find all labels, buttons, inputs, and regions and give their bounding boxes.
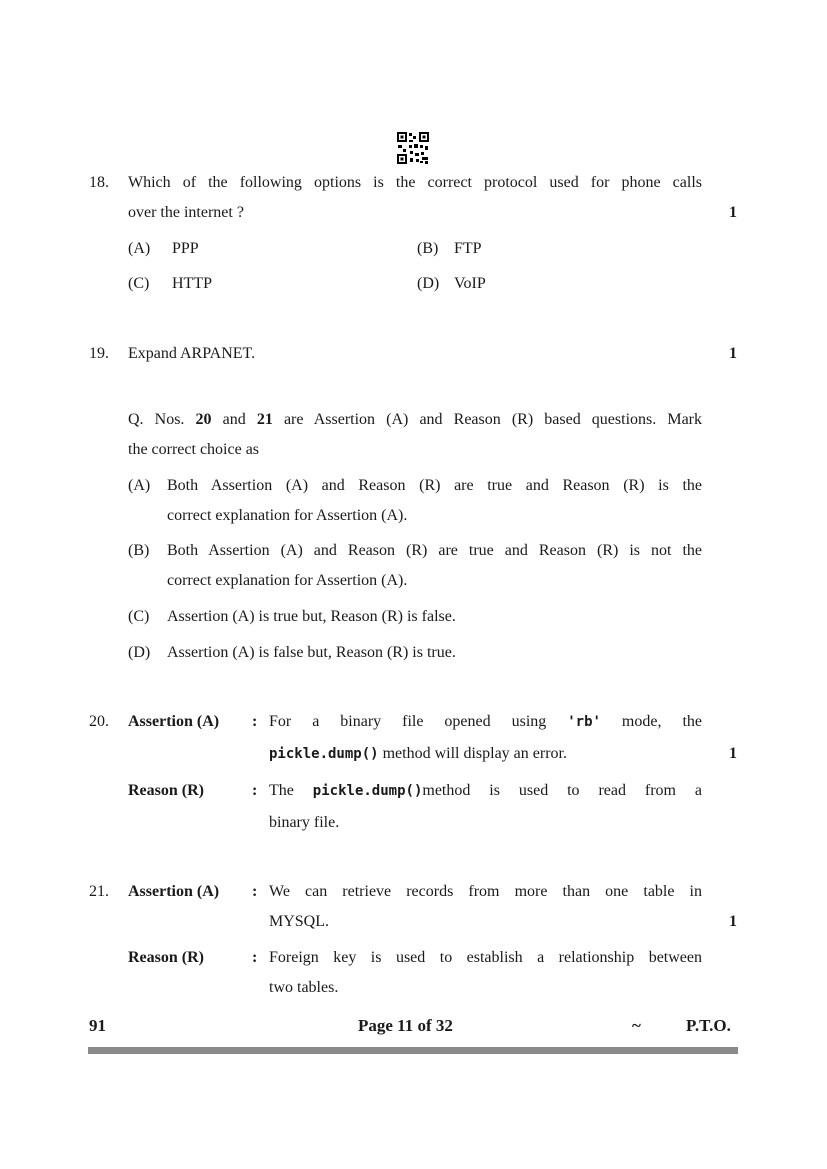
q18-option-a-label: (A) (128, 240, 151, 257)
qr-code-icon (396, 131, 430, 165)
footer-page-number: Page 11 of 32 (358, 1016, 453, 1035)
footer-rule (88, 1047, 738, 1054)
q18-option-a-text: PPP (172, 240, 199, 257)
q21-number: 21. (89, 883, 109, 900)
choice-c-label: (C) (128, 608, 150, 625)
q20-assertion-text-a: For a binary file opened using (269, 713, 568, 730)
q18-option-d-text: VoIP (454, 275, 486, 292)
q21-reason-line2: two tables. (269, 979, 339, 996)
q18-option-d-label: (D) (417, 275, 440, 292)
choice-b-line2: correct explanation for Assertion (A). (167, 572, 408, 589)
q20-assertion-code-rb: 'rb' (567, 714, 601, 730)
q18-number: 18. (89, 174, 109, 191)
q20-reason-line1 (269, 782, 702, 800)
instructions-line1 (128, 411, 702, 429)
q21-reason-colon: : (252, 949, 258, 966)
q19-marks: 1 (729, 345, 737, 362)
q18-option-b-label: (B) (417, 240, 439, 257)
q20-number: 20. (89, 713, 109, 730)
q20-reason-text-a: The (269, 782, 313, 799)
q20-reason-line2: binary file. (269, 814, 340, 831)
q20-assertion-line2 (269, 745, 567, 763)
q21-marks: 1 (729, 913, 737, 930)
choice-a-label: (A) (128, 477, 151, 494)
q20-marks: 1 (729, 745, 737, 762)
q20-assertion-line1 (269, 713, 702, 731)
footer-pto: P.T.O. (686, 1016, 731, 1035)
q19-number: 19. (89, 345, 109, 362)
choice-a-line2: correct explanation for Assertion (A). (167, 507, 408, 524)
q21-reason-label: Reason (R) (128, 949, 204, 966)
q21-assertion-colon: : (252, 883, 258, 900)
q20-assertion-text-b: mode, the (600, 713, 702, 730)
instructions-prefix: Q. Nos. (128, 411, 196, 428)
instructions-and: and (211, 411, 257, 428)
q18-option-c-label: (C) (128, 275, 150, 292)
choice-d-line1: Assertion (A) is false but, Reason (R) is true. (167, 644, 456, 661)
q20-reason-colon: : (252, 782, 258, 799)
q21-reason-line1: Foreign key is used to establish a relationship between (269, 949, 702, 966)
choice-b-label: (B) (128, 542, 150, 559)
q18-option-c-text: HTTP (172, 275, 212, 292)
instructions-line2: the correct choice as (128, 441, 260, 458)
q21-assertion-label: Assertion (A) (128, 883, 220, 900)
instructions-num-b: 21 (256, 411, 273, 428)
q19-text: Expand ARPANET. (128, 345, 256, 362)
q20-reason-label: Reason (R) (128, 782, 204, 799)
footer-paper-code: 91 (89, 1016, 106, 1035)
q20-reason-text-b: method is used to read from a (422, 782, 703, 799)
q18-marks: 1 (729, 204, 737, 221)
q20-reason-code-dump: pickle.dump() (312, 783, 423, 799)
q21-assertion-line2: MYSQL. (269, 913, 330, 930)
q20-assertion-colon: : (252, 713, 258, 730)
q18-option-b-text: FTP (454, 240, 482, 257)
instructions-num-a: 20 (195, 411, 212, 428)
q20-assertion-code-dump: pickle.dump() (269, 746, 379, 762)
q18-text-line2: over the internet ? (128, 204, 244, 221)
footer-tilde: ~ (632, 1016, 641, 1035)
choice-c-line1: Assertion (A) is true but, Reason (R) is false. (167, 608, 456, 625)
q20-assertion-text-c: method will display an error. (378, 745, 567, 762)
instructions-rest: are Assertion (A) and Reason (R) based questions. Mark (272, 411, 703, 428)
choice-d-label: (D) (128, 644, 151, 661)
q21-assertion-line1: We can retrieve records from more than one table in (269, 883, 702, 900)
q20-assertion-label: Assertion (A) (128, 713, 220, 730)
q18-text-line1: Which of the following options is the correct protocol used for phone calls (128, 174, 702, 191)
choice-b-line1: Both Assertion (A) and Reason (R) are true and Reason (R) is not the (167, 542, 702, 559)
choice-a-line1: Both Assertion (A) and Reason (R) are true and Reason (R) is the (167, 477, 702, 494)
